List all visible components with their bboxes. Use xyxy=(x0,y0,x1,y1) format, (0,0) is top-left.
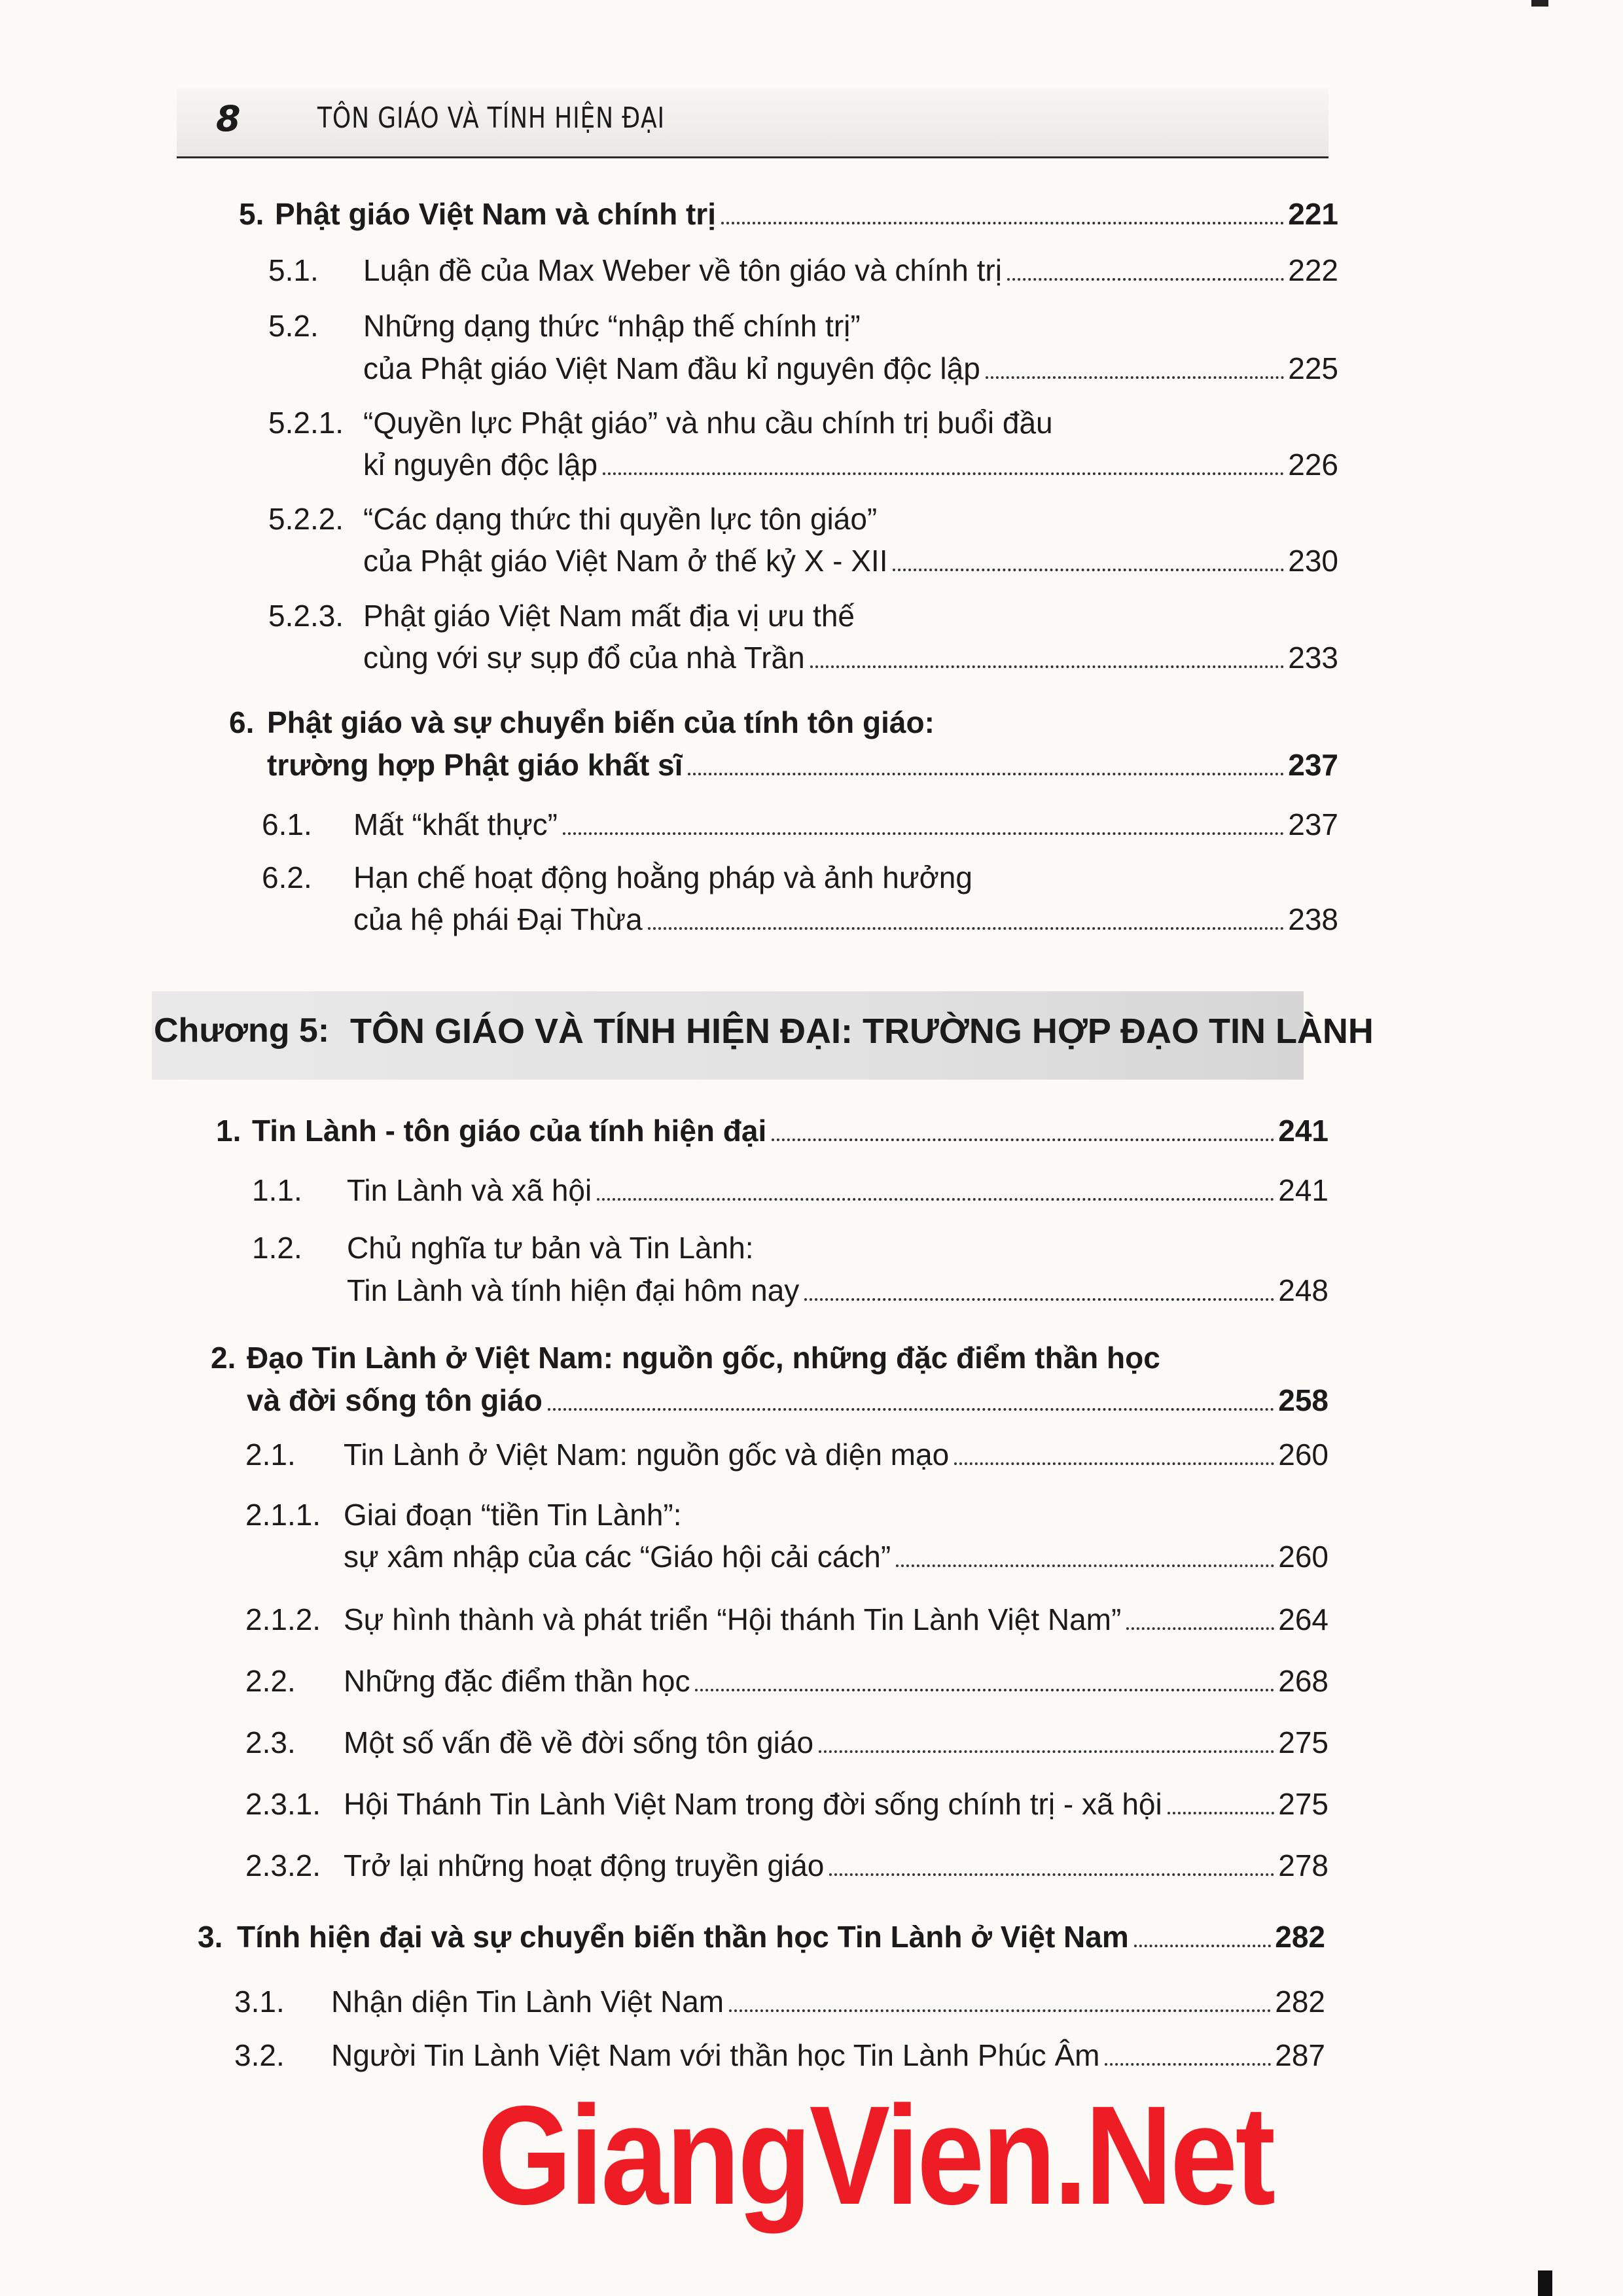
toc-entry-2-1-2: 2.1.2. Sự hình thành và phát triển “Hội thánh Tin Lành Việt Nam” 264 xyxy=(245,1602,1329,1636)
toc-entry-5: 5. Phật giáo Việt Nam và chính trị 221 xyxy=(239,197,1338,231)
toc-entry-5-2-1: 5.2.1. “Quyền lực Phật giáo” và nhu cầu chính trị buổi đầu xyxy=(268,406,1053,440)
toc-entry-6-1: 6.1. Mất “khất thực” 237 xyxy=(262,807,1338,841)
scan-mark xyxy=(1538,2270,1552,2296)
chapter-label: Chương 5: xyxy=(154,1012,330,1050)
toc-entry-2: 2. Đạo Tin Lành ở Việt Nam: nguồn gốc, những đặc điểm thần học xyxy=(211,1341,1160,1375)
toc-entry-2-cont: và đời sống tôn giáo 258 xyxy=(247,1383,1329,1417)
toc-entry-2-3: 2.3. Một số vấn đề về đời sống tôn giáo 275 xyxy=(245,1725,1329,1759)
toc-entry-6-2: 6.2. Hạn chế hoạt động hoằng pháp và ảnh hưởng xyxy=(262,860,972,894)
toc-entry-3: 3. Tính hiện đại và sự chuyển biến thần học Tin Lành ở Việt Nam 282 xyxy=(198,1920,1325,1954)
toc-entry-6-2-cont: của hệ phái Đại Thừa 238 xyxy=(353,902,1338,936)
toc-entry-2-1: 2.1. Tin Lành ở Việt Nam: nguồn gốc và diện mạo 260 xyxy=(245,1438,1329,1472)
toc-entry-5-2-3-cont: cùng với sự sụp đổ của nhà Trần 233 xyxy=(363,641,1338,675)
chapter-title: TÔN GIÁO VÀ TÍNH HIỆN ĐẠI: TRƯỜNG HỢP ĐẠO TIN LÀNH xyxy=(350,1012,1374,1051)
toc-entry-1-2-cont: Tin Lành và tính hiện đại hôm nay 248 xyxy=(347,1273,1329,1307)
toc-entry-6-cont: trường hợp Phật giáo khất sĩ 237 xyxy=(267,748,1338,782)
toc-entry-5-2: 5.2. Những dạng thức “nhập thế chính trị” xyxy=(268,309,861,343)
toc-entry-5-2-1-cont: kỉ nguyên độc lập 226 xyxy=(363,448,1338,482)
toc-entry-6: 6. Phật giáo và sự chuyển biến của tính tôn giáo: xyxy=(229,705,935,739)
toc-entry-5-2-3: 5.2.3. Phật giáo Việt Nam mất địa vị ưu thế xyxy=(268,599,855,633)
toc-entry-3-1: 3.1. Nhận diện Tin Lành Việt Nam 282 xyxy=(234,1985,1325,2019)
page-number: 8 xyxy=(216,98,241,139)
toc-entry-1-2: 1.2. Chủ nghĩa tư bản và Tin Lành: xyxy=(252,1231,754,1265)
toc-entry-5-2-cont: của Phật giáo Việt Nam đầu kỉ nguyên độc lập 225 xyxy=(363,351,1338,385)
toc-entry-2-2: 2.2. Những đặc điểm thần học 268 xyxy=(245,1664,1329,1698)
toc-entry-2-3-1: 2.3.1. Hội Thánh Tin Lành Việt Nam trong đời sống chính trị - xã hội 275 xyxy=(245,1787,1329,1821)
scan-mark xyxy=(1531,0,1548,7)
toc-entry-5-2-2: 5.2.2. “Các dạng thức thi quyền lực tôn giáo” xyxy=(268,502,878,536)
toc-entry-5-1: 5.1. Luận đề của Max Weber về tôn giáo và chính trị 222 xyxy=(268,253,1338,287)
toc-entry-2-3-2: 2.3.2. Trở lại những hoạt động truyền giáo 278 xyxy=(245,1848,1329,1882)
toc-entry-2-1-1-cont: sự xâm nhập của các “Giáo hội cải cách” 260 xyxy=(344,1540,1329,1574)
book-title: TÔN GIÁO VÀ TÍNH HIỆN ĐẠI xyxy=(317,101,666,135)
toc-entry-1: 1. Tin Lành - tôn giáo của tính hiện đại 241 xyxy=(216,1114,1329,1148)
watermark: GiangVien.Net xyxy=(478,2076,1274,2234)
toc-entry-1-1: 1.1. Tin Lành và xã hội 241 xyxy=(252,1173,1329,1207)
toc-entry-2-1-1: 2.1.1. Giai đoạn “tiền Tin Lành”: xyxy=(245,1498,682,1532)
toc-entry-3-2: 3.2. Người Tin Lành Việt Nam với thần học Tin Lành Phúc Âm 287 xyxy=(234,2038,1325,2072)
toc-entry-5-2-2-cont: của Phật giáo Việt Nam ở thế kỷ X - XII 230 xyxy=(363,544,1338,578)
